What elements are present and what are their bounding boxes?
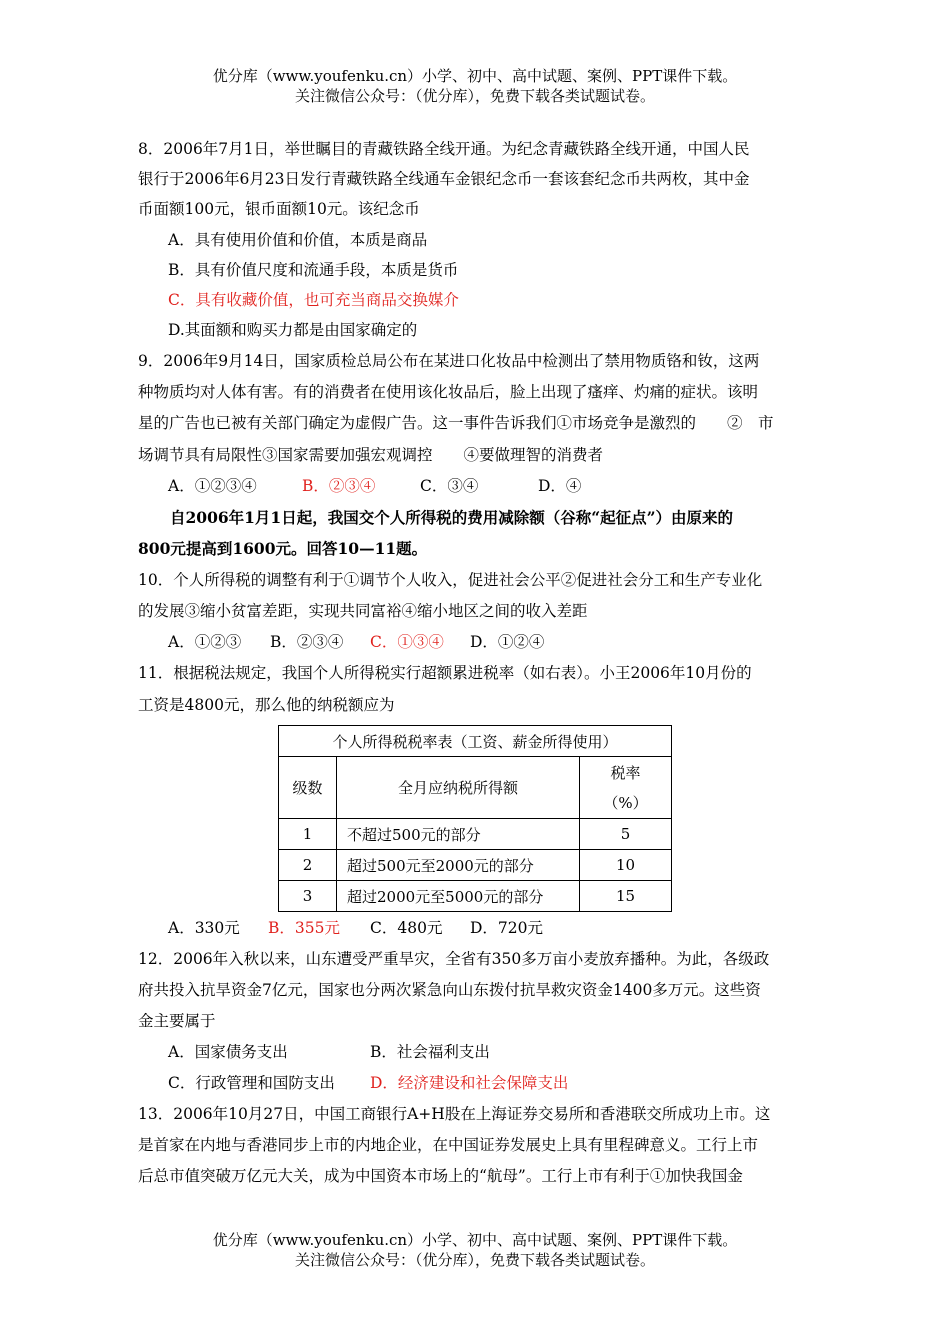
question-text-line: 星的广告也已被有关部门确定为虚假广告。这一事件告诉我们①市场竞争是激烈的 ② 市 xyxy=(138,414,774,432)
page-footer-line-2: 关注微信公众号：（优分库），免费下载各类试题试卷。 xyxy=(294,1251,655,1269)
option-a: A．国家债务支出 xyxy=(168,1043,288,1061)
section-intro-line-1: 自2006年1月1日起，我国交个人所得税的费用减除额（谷称“起征点”）由原来的 xyxy=(170,508,734,527)
question-text-line: 工资是4800元，那么他的纳税额应为 xyxy=(138,696,395,714)
option-c: C．③④ xyxy=(420,477,479,495)
option-b: B．②③④ xyxy=(270,633,344,651)
question-text-line: 11．根据税法规定，我国个人所得税实行超额累进税率（如右表）。小王2006年10月份的 xyxy=(138,664,752,682)
option-d: D．④ xyxy=(538,477,582,495)
tax-rate-table xyxy=(278,725,672,912)
page-header-line-2: 关注微信公众号：（优分库），免费下载各类试题试卷。 xyxy=(294,87,655,105)
option-b-answer: B．355元 xyxy=(268,919,340,937)
cell-level: 3 xyxy=(279,881,337,912)
question-text-line: 币面额100元，银币面额10元。该纪念币 xyxy=(138,200,420,218)
option-a: A．①②③④ xyxy=(168,477,257,495)
question-text-line: 后总市值突破万亿元大关，成为中国资本市场上的“航母”。工行上市有利于①加快我国金 xyxy=(138,1167,743,1185)
header-level: 级数 xyxy=(279,757,337,819)
question-text-line: 9．2006年9月14日，国家质检总局公布在某进口化妆品中检测出了禁用物质铬和钕，这两 xyxy=(138,352,760,370)
cell-rate: 15 xyxy=(580,881,672,912)
option-b-answer: B．②③④ xyxy=(302,477,376,495)
option-a: A．330元 xyxy=(168,919,240,937)
question-text-line: 是首家在内地与香港同步上市的内地企业，在中国证券发展史上具有里程碑意义。工行上市 xyxy=(138,1136,759,1154)
option-c-answer: C．具有收藏价值，也可充当商品交换媒介 xyxy=(168,291,459,309)
option-c-answer: C．①③④ xyxy=(370,633,444,651)
page-header-line-1: 优分库（www.youfenku.cn）小学、初中、高中试题、案例、PPT课件下载。 xyxy=(212,67,738,85)
option-b: B．具有价值尺度和流通手段，本质是货币 xyxy=(168,261,459,279)
question-text-line: 金主要属于 xyxy=(138,1012,216,1030)
table-row xyxy=(279,819,672,850)
question-text-line: 10．个人所得税的调整有利于①调节个人收入，促进社会公平②促进社会分工和生产专业化 xyxy=(138,571,763,589)
option-d: D.其面额和购买力都是由国家确定的 xyxy=(168,321,418,339)
header-rate xyxy=(580,757,672,819)
question-text-line: 场调节具有局限性③国家需要加强宏观调控 ④要做理智的消费者 xyxy=(138,446,604,464)
section-intro-line-2: 800元提高到1600元。回答10—11题。 xyxy=(138,539,428,558)
table-row xyxy=(279,881,672,912)
cell-income: 不超过500元的部分 xyxy=(337,819,580,850)
table-row xyxy=(279,850,672,881)
option-a: A．①②③ xyxy=(168,633,242,651)
option-a: A．具有使用价值和价值，本质是商品 xyxy=(168,231,428,249)
table-title: 个人所得税税率表（工资、薪金所得使用） xyxy=(279,726,672,757)
page-footer-line-1: 优分库（www.youfenku.cn）小学、初中、高中试题、案例、PPT课件下载。 xyxy=(212,1231,738,1249)
option-d-answer: D．经济建设和社会保障支出 xyxy=(370,1074,569,1092)
cell-level: 2 xyxy=(279,850,337,881)
cell-level: 1 xyxy=(279,819,337,850)
option-b: B．社会福利支出 xyxy=(370,1043,490,1061)
question-text-line: 8．2006年7月1日，举世瞩目的青藏铁路全线开通。为纪念青藏铁路全线开通，中国人民 xyxy=(138,140,750,158)
question-text-line: 府共投入抗旱资金7亿元，国家也分两次紧急向山东拨付抗旱救灾资金1400多万元。这些资 xyxy=(138,981,761,999)
question-text-line: 13．2006年10月27日，中国工商银行A+H股在上海证券交易所和香港联交所成功上市。这 xyxy=(138,1105,771,1123)
header-taxable-income: 全月应纳税所得额 xyxy=(337,757,580,819)
option-d: D．①②④ xyxy=(470,633,545,651)
cell-rate: 10 xyxy=(580,850,672,881)
option-c: C．480元 xyxy=(370,919,443,937)
header-rate-label: 税率 xyxy=(610,763,641,782)
cell-income: 超过2000元至5000元的部分 xyxy=(337,881,580,912)
cell-rate: 5 xyxy=(580,819,672,850)
option-c: C．行政管理和国防支出 xyxy=(168,1074,335,1092)
question-text-line: 的发展③缩小贫富差距，实现共同富裕④缩小地区之间的收入差距 xyxy=(138,602,588,620)
cell-income: 超过500元至2000元的部分 xyxy=(337,850,580,881)
question-text-line: 银行于2006年6月23日发行青藏铁路全线通车金银纪念币一套该套纪念币共两枚，其中金 xyxy=(138,170,750,188)
header-rate-unit: （%） xyxy=(603,793,648,812)
option-d: D．720元 xyxy=(470,919,544,937)
question-text-line: 12．2006年入秋以来，山东遭受严重旱灾，全省有350多万亩小麦放弃播种。为此，各级政 xyxy=(138,950,770,968)
question-text-line: 种物质均对人体有害。有的消费者在使用该化妆品后，脸上出现了瘙痒、灼痛的症状。该明 xyxy=(138,383,759,401)
